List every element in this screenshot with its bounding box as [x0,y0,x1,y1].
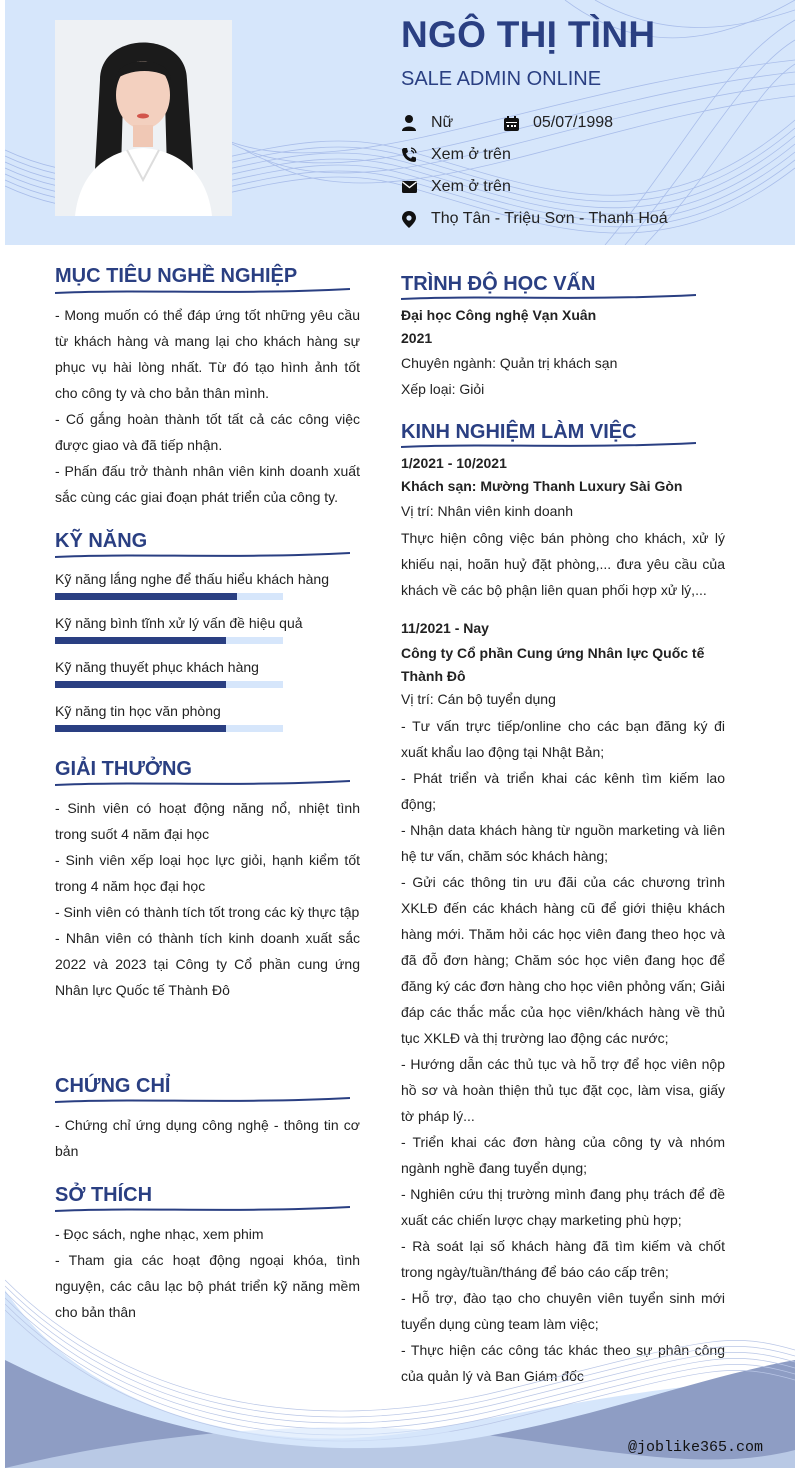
skill-bar [55,725,283,732]
education-heading: TRÌNH ĐỘ HỌC VẤN [401,273,596,295]
skill-label: Kỹ năng bình tĩnh xử lý vấn đề hiệu quả [55,615,303,631]
awards-underline [55,779,350,789]
skill-label: Kỹ năng thuyết phục khách hàng [55,659,259,675]
phone-icon [401,146,417,164]
certificate-item: - Chứng chỉ ứng dụng công nghệ - thông tin cơ bản [55,1117,360,1159]
skill-bar-fill [55,593,237,600]
job-duty: - Hướng dẫn các thủ tục và hỗ trợ để học viên nộp hồ sơ và hoàn thiện thủ tục đặt cọc, làm visa, giấy tờ pháp lý... [401,1056,725,1124]
skill-bar-fill [55,637,226,644]
job-company: Khách sạn: Mường Thanh Luxury Sài Gòn [401,478,683,494]
objective-heading: MỤC TIÊU NGHỀ NGHIỆP [55,265,298,287]
skill-label: Kỹ năng tin học văn phòng [55,703,221,719]
job-duty: - Gửi các thông tin ưu đãi của các chương trình XKLĐ đến các khách hàng cũ để giới thiệu khách hàng mới. Thăm hỏi các học viên đang theo học và đã đỗ đơn hàng; Chăm sóc học viên đang học để đăng ký các đơn hàng cho học viên phỏng vấn; Giải đáp các thắc mắc của học viên/khách hàng về thủ tục XKLĐ và thị trường lao động các nước; [401,874,725,1046]
award-item: - Sinh viên có hoạt động năng nổ, nhiệt tình trong suốt 4 năm đại học [55,800,360,842]
job-period: 1/2021 - 10/2021 [401,455,507,471]
certificates-text [55,1112,360,1164]
user-icon [401,114,417,132]
objective-item: - Cố gắng hoàn thành tốt tất cả các công việc được giao và đã tiếp nhận. [55,411,360,453]
job-duty: - Rà soát lại số khách hàng đã tìm kiếm và chốt trong ngày/tuần/tháng để báo cáo cấp trên; [401,1238,725,1280]
experience-underline [401,441,696,451]
job-duty: - Thực hiện các công tác khác theo sự phân công của quản lý và Ban Giám đốc [401,1342,725,1384]
hobby-item: - Tham gia các hoạt động ngoại khóa, tình nguyện, các câu lạc bộ phát triển kỹ năng mềm cho bản thân [55,1252,360,1320]
certificates-heading: CHỨNG CHỈ [55,1075,171,1097]
hobbies-heading: SỞ THÍCH [55,1184,153,1206]
objective-item: - Phấn đấu trở thành nhân viên kinh doanh xuất sắc cùng các giai đoạn phát triển của công ty. [55,463,360,505]
skill-bar-fill [55,725,226,732]
email-row [401,176,511,198]
award-item: - Sinh viên có thành tích tốt trong các kỳ thực tập [55,904,360,920]
job-duty: Thực hiện công việc bán phòng cho khách, xử lý khiếu nại, hoãn huỷ đặt phòng,... đưa yêu cầu của khách về các bộ phận liên quan phối hợp xử lý,... [401,530,725,598]
job-period: 11/2021 - Nay [401,620,489,636]
hobby-item: - Đọc sách, nghe nhạc, xem phim [55,1226,264,1242]
award-item: - Sinh viên xếp loại học lực giỏi, hạnh kiểm tốt trong 4 năm học đại học [55,852,360,894]
profile-photo [55,20,232,216]
watermark-text: @joblike365.com [628,1439,764,1456]
major: Chuyên ngành: Quản trị khách sạn [401,355,618,371]
objective-underline [55,287,350,297]
award-item: - Nhân viên có thành tích kinh doanh xuất sắc 2022 và 2023 tại Công ty Cổ phần cung ứng Nhân lực Quốc tế Thành Đô [55,930,360,998]
dob-value: 05/07/1998 [533,114,614,131]
certificates-underline [55,1096,350,1106]
job-position: Vị trí: Nhân viên kinh doanh [401,503,573,519]
job-duty: - Hỗ trợ, đào tạo cho chuyên viên tuyển sinh mới tuyển dụng cùng team làm việc; [401,1290,725,1332]
dob-row [503,112,613,134]
job-duty: - Nghiên cứu thị trường mình đang phụ trách để đề xuất các chiến lược chạy marketing phù hợp; [401,1186,725,1228]
awards-heading: GIẢI THƯỞNG [55,758,192,780]
email-value: Xem ở trên [431,178,511,195]
education-underline [401,293,696,303]
objective-item: - Mong muốn có thể đáp ứng tốt những yêu cầu từ khách hàng và mang lại cho khách hàng sự phục vụ hài lòng nhất. Từ đó tạo hình ảnh tốt cho công ty và cho bản thân mình. [55,307,360,401]
school-name: Đại học Công nghệ Vạn Xuân [401,307,597,323]
skill-bar [55,681,283,688]
gender-row [401,112,453,134]
skills-heading: KỸ NĂNG [55,530,148,552]
gender-value: Nữ [431,114,454,131]
calendar-icon [503,114,519,132]
address-value: Thọ Tân - Triệu Sơn - Thanh Hoá [431,210,668,227]
skill-bar-fill [55,681,226,688]
job-company: Công ty Cổ phần Cung ứng Nhân lực Quốc tế Thành Đô [401,645,705,684]
objective-text [55,302,360,510]
graduation-year: 2021 [401,330,433,346]
grade: Xếp loại: Giỏi [401,381,485,397]
address-row [401,208,668,230]
job-duty: - Triển khai các đơn hàng của công ty và nhóm ngành nghề đang tuyển dụng; [401,1134,725,1176]
skill-bar [55,637,283,644]
job-duty: - Phát triển và triển khai các kênh tìm kiếm lao động; [401,770,725,812]
skill-label: Kỹ năng lắng nghe để thấu hiểu khách hàng [55,571,330,587]
phone-row [401,144,511,166]
job-title: SALE ADMIN ONLINE [401,68,602,90]
experience-heading: KINH NGHIỆM LÀM VIỆC [401,421,637,443]
job-duty: - Nhận data khách hàng từ nguồn marketing và liên hệ tư vấn, chăm sóc khách hàng; [401,822,725,864]
job-position: Vị trí: Cán bộ tuyển dụng [401,691,556,707]
phone-value: Xem ở trên [431,146,511,163]
skills-underline [55,551,350,561]
job-description [401,525,725,603]
hobbies-underline [55,1205,350,1215]
envelope-icon [401,178,417,196]
skill-bar [55,593,283,600]
map-pin-icon [401,210,417,228]
job-duty: - Tư vấn trực tiếp/online cho các bạn đăng ký đi xuất khẩu lao động tại Nhật Bản; [401,718,725,760]
candidate-name: NGÔ THỊ TÌNH [401,14,656,55]
awards-text [55,795,360,1003]
